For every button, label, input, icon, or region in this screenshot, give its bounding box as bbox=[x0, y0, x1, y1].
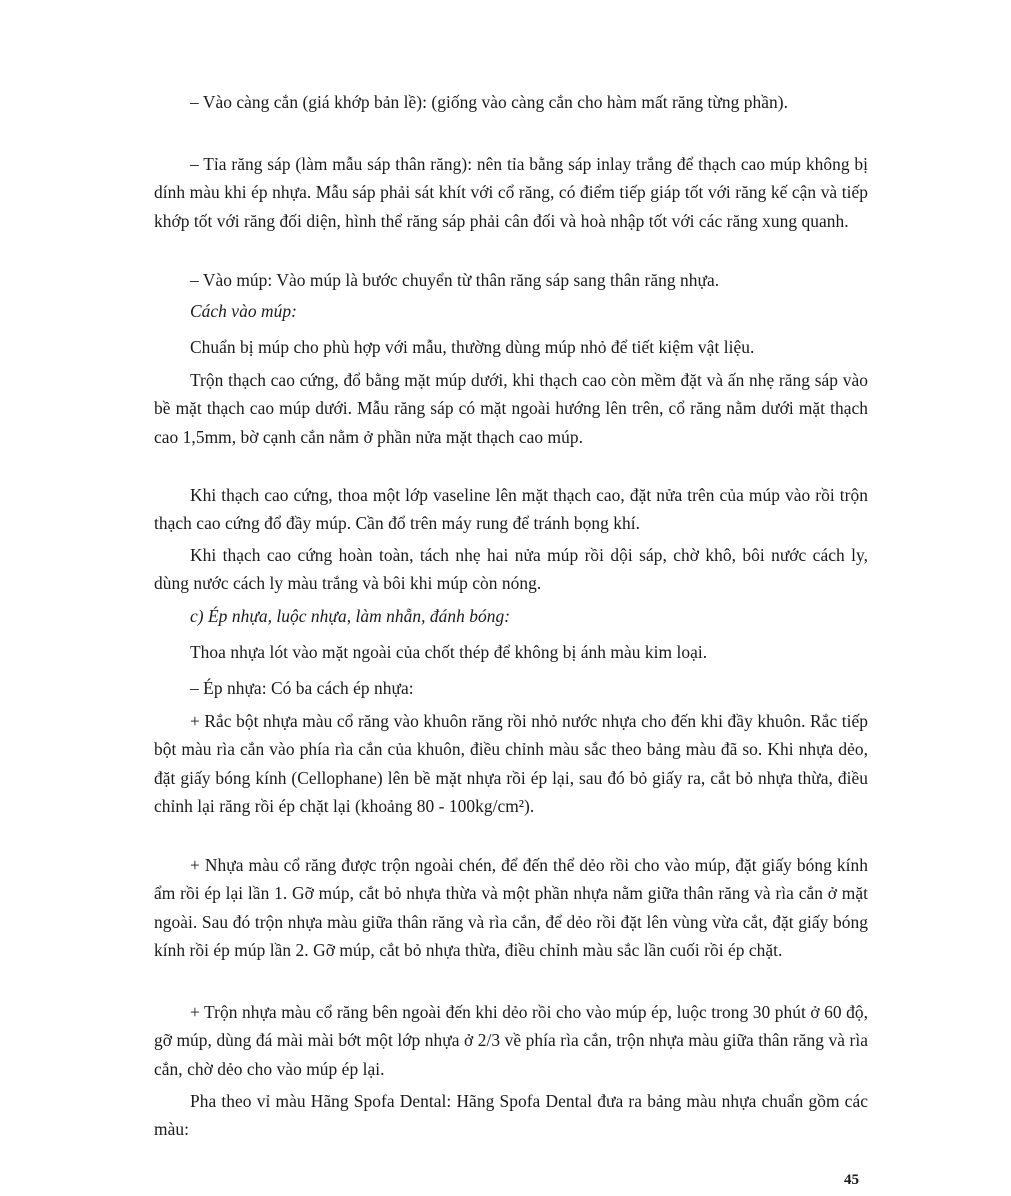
paragraph-text: Thoa nhựa lót vào mặt ngoài của chốt thép để không bị ánh màu kim loại. bbox=[190, 642, 708, 662]
paragraph-text: Khi thạch cao cứng, thoa một lớp vaseline lên mặt thạch cao, đặt nửa trên của múp vào rồi trộn thạch cao cứng đổ đầy múp. Cần đổ trên máy rung để tránh bọng khí. bbox=[154, 485, 868, 534]
paragraph bbox=[154, 266, 868, 294]
paragraph bbox=[154, 674, 868, 702]
paragraph-text: + Trộn nhựa màu cổ răng bên ngoài đến khi dẻo rồi cho vào múp ép, luộc trong 30 phút ở 60 độ, gỡ múp, dùng đá mài mài bớt một lớp nhựa ở 2/3 về phía rìa cắn, trộn nhựa màu giữa thân răng và rìa cắn, chờ dẻo cho vào múp ép lại. bbox=[154, 1002, 868, 1079]
section-heading bbox=[154, 602, 868, 630]
section-heading-text: c) Ép nhựa, luộc nhựa, làm nhẵn, đánh bóng: bbox=[190, 606, 511, 626]
paragraph bbox=[154, 88, 868, 116]
paragraph-text: + Rắc bột nhựa màu cổ răng vào khuôn răng rồi nhỏ nước nhựa cho đến khi đầy khuôn. Rắc tiếp bột màu rìa cắn vào phía rìa cắn của khuôn, điều chỉnh màu sắc theo bảng màu đã so. Khi nhựa dẻo, đặt giấy bóng kính (Cellophane) lên bề mặt nhựa rồi ép lại, sau đó bỏ giấy ra, cắt bỏ nhựa thừa, điều chỉnh lại răng rồi ép chặt lại (khoảng 80 - 100kg/cm²). bbox=[154, 711, 868, 817]
paragraph-text: – Vào càng cắn (giá khớp bản lề): (giống vào càng cắn cho hàm mất răng từng phần). bbox=[190, 92, 789, 112]
paragraph bbox=[154, 150, 868, 235]
paragraph bbox=[154, 638, 868, 666]
paragraph bbox=[154, 366, 868, 451]
paragraph-text: Trộn thạch cao cứng, đổ bằng mặt múp dưới, khi thạch cao còn mềm đặt và ấn nhẹ răng sáp vào bề mặt thạch cao múp dưới. Mẫu răng sáp có mặt ngoài hướng lên trên, cổ răng nằm dưới mặt thạch cao 1,5mm, bờ cạnh cắn nằm ở phần nửa mặt thạch cao múp. bbox=[154, 370, 868, 447]
page-number: 45 bbox=[844, 1172, 859, 1188]
paragraph-text: Chuẩn bị múp cho phù hợp với mẫu, thường dùng múp nhỏ để tiết kiệm vật liệu. bbox=[190, 337, 755, 357]
paragraph bbox=[154, 707, 868, 821]
paragraph-text: Khi thạch cao cứng hoàn toàn, tách nhẹ hai nửa múp rồi dội sáp, chờ khô, bôi nước cách ly, dùng nước cách ly màu trắng và bôi khi múp còn nóng. bbox=[154, 545, 868, 594]
paragraph bbox=[154, 333, 868, 361]
paragraph-text: – Ép nhựa: Có ba cách ép nhựa: bbox=[190, 678, 414, 698]
paragraph bbox=[154, 481, 868, 538]
paragraph bbox=[154, 1087, 868, 1144]
paragraph-text: Pha theo vỉ màu Hãng Spofa Dental: Hãng Spofa Dental đưa ra bảng màu nhựa chuẩn gồm các màu: bbox=[154, 1091, 868, 1140]
subheading-text: Cách vào múp: bbox=[190, 301, 297, 321]
paragraph-text: – Tỉa răng sáp (làm mẫu sáp thân răng): nên tỉa bằng sáp inlay trắng để thạch cao múp không bị dính màu khi ép nhựa. Mẫu sáp phải sát khít với cổ răng, có điểm tiếp giáp tốt với răng kế cận và tiếp khớp tốt với răng đối diện, hình thể răng sáp phải cân đối và hoà nhập tốt với các răng xung quanh. bbox=[154, 154, 868, 231]
paragraph bbox=[154, 541, 868, 598]
paragraph-text: – Vào múp: Vào múp là bước chuyển từ thân răng sáp sang thân răng nhựa. bbox=[190, 270, 720, 290]
subheading bbox=[154, 297, 868, 325]
paragraph bbox=[154, 851, 868, 965]
paragraph-text: + Nhựa màu cổ răng được trộn ngoài chén, để đến thể dẻo rồi cho vào múp, đặt giấy bóng kính ẩm rồi ép lại lần 1. Gỡ múp, cắt bỏ nhựa thừa và một phần nhựa nằm giữa thân răng và rìa cắn ở mặt ngoài. Sau đó trộn nhựa màu giữa thân răng và rìa cắn, để dẻo rồi đặt lên vùng vừa cắt, đặt giấy bóng kính rồi ép múp lần 2. Gỡ múp, cắt bỏ nhựa thừa, điều chỉnh màu sắc lần cuối rồi ép chặt. bbox=[154, 855, 868, 961]
paragraph bbox=[154, 998, 868, 1083]
